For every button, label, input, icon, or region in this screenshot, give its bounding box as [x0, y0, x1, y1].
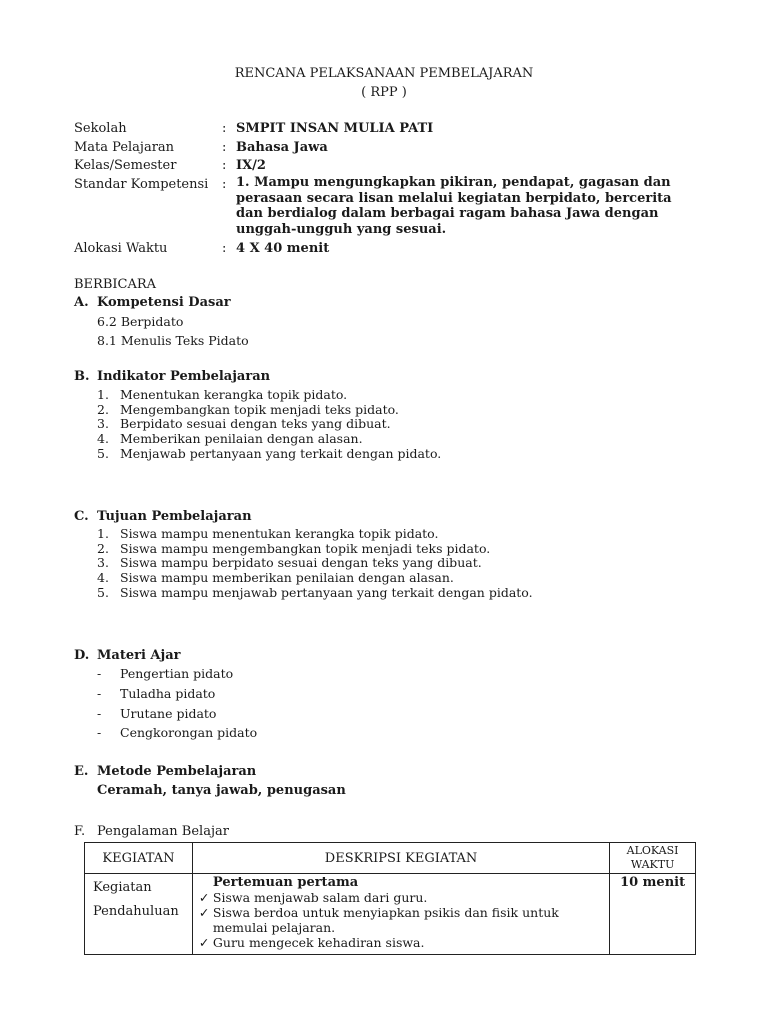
- aspect-heading: BERBICARA: [74, 277, 157, 292]
- table-row: [85, 874, 696, 955]
- list-item: - Pengertian pidato: [97, 666, 234, 681]
- colon: :: [222, 177, 227, 192]
- meeting-heading: Pertemuan pertama: [212, 875, 359, 890]
- header-alokasi: ALOKASI WAKTU: [610, 843, 696, 874]
- section-e-heading: [74, 764, 256, 779]
- kd-item: 6.2 Berpidato: [97, 314, 184, 329]
- check-icon: ✓: [198, 905, 210, 920]
- pengalaman-belajar-table: [84, 842, 696, 955]
- sk-value: 1. Mampu mengungkapkan pikiran, pendapat, gagasan dan perasaan secara lisan melalui kegiatan berpidato, bercerita dan berdialog dalam berbagai ragam bahasa Jawa dengan unggah-ungguh yang sesuai.: [236, 175, 672, 237]
- list-item: ✓ Guru mengecek kehadiran siswa.: [198, 935, 425, 950]
- list-item: 5. Menjawab pertanyaan yang terkait dengan pidato.: [97, 445, 442, 461]
- mapel-value: Bahasa Jawa: [236, 140, 328, 155]
- section-title: Indikator Pembelajaran: [97, 369, 271, 384]
- list-item: ✓ Siswa menjawab salam dari guru.: [198, 890, 428, 905]
- document-title: RENCANA PELAKSANAAN PEMBELAJARAN: [234, 66, 534, 81]
- section-a-heading: [74, 295, 231, 310]
- check-icon: ✓: [198, 935, 210, 950]
- list-item: - Tuladha pidato: [97, 686, 216, 701]
- section-f-heading: [74, 824, 229, 839]
- metode-body: Ceramah, tanya jawab, penugasan: [97, 783, 346, 798]
- kegiatan-cell: Kegiatan Pendahuluan: [85, 874, 193, 955]
- section-title: Kompetensi Dasar: [97, 295, 231, 310]
- kelas-value: IX/2: [236, 158, 266, 173]
- section-d-heading: [74, 648, 180, 663]
- section-letter: A.: [74, 295, 89, 310]
- mapel-label: Mata Pelajaran: [74, 140, 175, 155]
- kd-item: 8.1 Menulis Teks Pidato: [97, 333, 249, 348]
- header-kegiatan: KEGIATAN: [85, 843, 193, 874]
- table-header-row: [85, 843, 696, 874]
- tujuan-list: [97, 527, 533, 600]
- check-icon: ✓: [198, 890, 210, 905]
- indikator-list: [97, 388, 441, 461]
- document-subtitle: ( RPP ): [361, 85, 407, 100]
- section-letter: D.: [74, 648, 90, 663]
- section-letter: E.: [74, 764, 89, 779]
- section-title: Materi Ajar: [97, 648, 181, 663]
- section-letter: B.: [74, 369, 90, 384]
- list-item: - Urutane pidato: [97, 706, 217, 721]
- sk-label: Standar Kompetensi: [74, 177, 209, 192]
- section-c-heading: [74, 509, 252, 524]
- waktu-value: 4 X 40 menit: [236, 241, 330, 256]
- section-title: Pengalaman Belajar: [97, 824, 229, 839]
- list-item: 2. Mengembangkan topik menjadi teks pidato.: [97, 401, 399, 417]
- list-item: 4. Memberikan penilaian dengan alasan.: [97, 431, 363, 447]
- list-item: 5. Siswa mampu menjawab pertanyaan yang terkait dengan pidato.: [97, 584, 533, 600]
- colon: :: [222, 241, 227, 256]
- list-item: 1. Siswa mampu menentukan kerangka topik pidato.: [97, 526, 439, 541]
- section-title: Metode Pembelajaran: [97, 764, 257, 779]
- list-item: 4. Siswa mampu memberikan penilaian dengan alasan.: [97, 570, 454, 586]
- colon: :: [222, 158, 227, 173]
- section-b-heading: [74, 369, 270, 384]
- list-item: 3. Berpidato sesuai dengan teks yang dibuat.: [97, 416, 391, 432]
- list-item-continuation: memulai pelajaran.: [212, 920, 336, 935]
- list-item: 3. Siswa mampu berpidato sesuai dengan teks yang dibuat.: [97, 555, 482, 571]
- waktu-label: Alokasi Waktu: [74, 241, 168, 256]
- sekolah-value: SMPIT INSAN MULIA PATI: [236, 121, 434, 136]
- colon: :: [222, 121, 227, 136]
- list-item: 2. Siswa mampu mengembangkan topik menjadi teks pidato.: [97, 540, 491, 556]
- section-letter: F.: [74, 824, 86, 839]
- deskripsi-cell: [192, 874, 609, 955]
- colon: :: [222, 140, 227, 155]
- kelas-label: Kelas/Semester: [74, 158, 177, 173]
- section-title: Tujuan Pembelajaran: [97, 509, 252, 524]
- header-deskripsi: DESKRIPSI KEGIATAN: [192, 843, 609, 874]
- section-letter: C.: [74, 509, 89, 524]
- sekolah-label: Sekolah: [74, 121, 127, 136]
- list-item: 1. Menentukan kerangka topik pidato.: [97, 387, 348, 402]
- waktu-cell: 10 menit: [610, 874, 696, 955]
- list-item: - Cengkorongan pidato: [97, 725, 258, 740]
- list-item: ✓ Siswa berdoa untuk menyiapkan psikis dan fisik untuk: [198, 905, 559, 920]
